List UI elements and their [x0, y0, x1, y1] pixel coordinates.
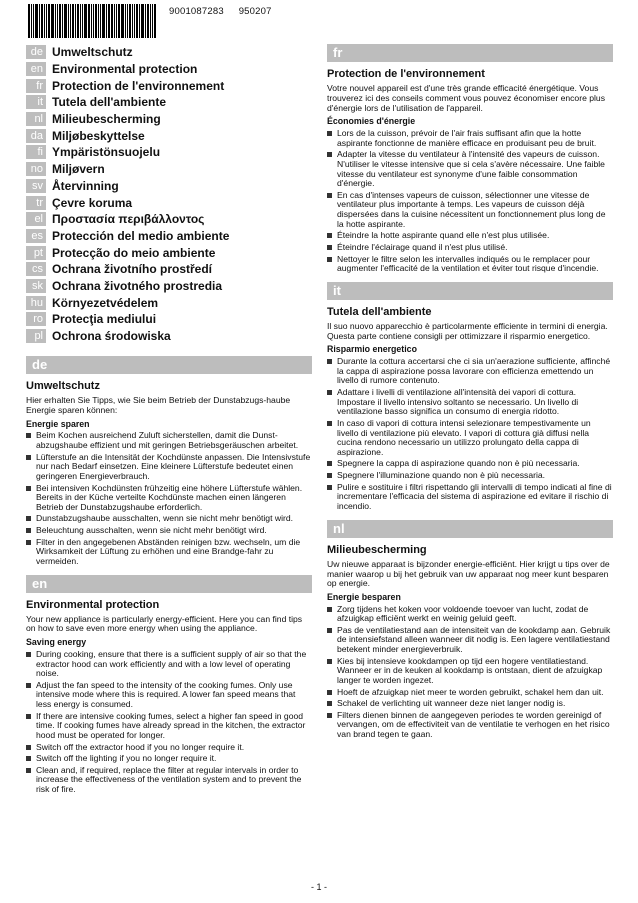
barcode-bar — [72, 4, 74, 38]
date-code: 950207 — [238, 6, 272, 17]
tip-item: Éteindre l'éclairage quand il n'est plus utilisé. — [327, 243, 613, 253]
tips-list — [327, 357, 613, 511]
barcode-bar — [46, 4, 47, 38]
barcode-bar — [80, 4, 81, 38]
barcode-bar — [95, 4, 97, 38]
section-heading: Protection de l'environnement — [327, 68, 485, 80]
barcode-bar — [111, 4, 113, 38]
language-code-badge: en — [26, 62, 46, 76]
language-index-row — [26, 244, 301, 261]
section-language-bar: fr — [327, 44, 613, 62]
part-number: 9001087283 — [169, 6, 224, 17]
language-index-row — [26, 261, 301, 278]
barcode-bar — [62, 4, 63, 38]
barcode-bar — [108, 4, 110, 38]
section-de — [26, 356, 312, 567]
language-section-title: Ympäristönsuojelu — [52, 145, 161, 160]
barcode — [28, 4, 157, 38]
language-index-row — [26, 278, 301, 295]
tip-item: Durante la cottura accertarsi che ci sia un'aerazione sufficiente, affinché la cappa di aspirazione possa lavorare con efficienza emettendo un livello di rumore contenuto. — [327, 357, 613, 386]
tip-item: Schakel de verlichting uit wanneer deze niet langer nodig is. — [327, 699, 613, 709]
section-language-bar: nl — [327, 520, 613, 538]
barcode-bar — [139, 4, 140, 38]
barcode-bar — [75, 4, 76, 38]
barcode-bar — [118, 4, 120, 38]
section-intro: Votre nouvel appareil est d'une très grande efficacité énergétique. Vous trouverez ici des conseils comment vous pouvez économiser encore plus d'énergie lors de l'utilisation de l'appareil. — [327, 83, 605, 113]
language-index-row — [26, 111, 301, 128]
language-section-title: Protection de l'environnement — [52, 78, 225, 93]
section-it — [327, 282, 613, 512]
language-code-badge: no — [26, 162, 46, 176]
section-intro: Hier erhalten Sie Tipps, wie Sie beim Betrieb der Dunstabzugs-haube Energie sparen können: — [26, 395, 291, 415]
barcode-bar — [31, 4, 32, 38]
section-intro: Your new appliance is particularly energy-efficient. Here you can find tips on how to save even more energy when using the appliance. — [26, 613, 303, 634]
barcode-bar — [125, 4, 126, 38]
language-index-row — [26, 94, 301, 111]
barcode-bar — [134, 4, 135, 38]
tip-item: Bei intensiven Kochdünsten frühzeitig eine höhere Lüfterstufe wählen. Bereits in der Küche verteilte Kochdünste machen einen längeren Betrieb der Dunstabzugshaube erforderlich. — [26, 484, 312, 513]
barcode-bar — [121, 4, 124, 38]
language-index-row — [26, 61, 301, 78]
language-index-row — [26, 311, 301, 328]
barcode-bar — [100, 4, 101, 38]
barcode-bar — [84, 4, 87, 38]
language-index-row — [26, 77, 301, 94]
section-language-bar: de — [26, 356, 312, 374]
language-index-row — [26, 144, 301, 161]
language-section-title: Ochrana životného prostredia — [52, 278, 223, 293]
barcode-bar — [55, 4, 56, 38]
section-subheading: Energie sparen — [26, 418, 90, 429]
barcode-bar — [70, 4, 71, 38]
section-heading: Milieubescherming — [327, 543, 427, 556]
barcode-bar — [59, 4, 61, 38]
language-index-row — [26, 127, 301, 144]
barcode-bar — [102, 4, 105, 38]
language-section-title: Protecţia mediului — [52, 312, 157, 327]
language-index-row — [26, 194, 301, 211]
language-code-badge: hu — [26, 296, 46, 310]
language-section-title: Milieubescherming — [52, 112, 161, 127]
barcode-bar — [152, 4, 153, 38]
tip-item: Beim Kochen ausreichend Zuluft sicherstellen, damit die Dunst-abzugshaube effizient und mit geringen Betriebsgeräuschen arbeitet. — [26, 431, 312, 450]
language-code-badge: nl — [26, 112, 46, 126]
section-intro: Il suo nuovo apparecchio è particolarmente efficiente in termini di energia. Questa parte contiene consigli per ottimizzare il risparmio energetico. — [327, 321, 608, 341]
section-nl — [327, 520, 613, 740]
language-code-badge: fr — [26, 79, 46, 93]
barcode-bar — [106, 4, 107, 38]
section-en — [26, 575, 312, 795]
tip-item: In caso di vapori di cottura intensi selezionare tempestivamente un livello di ventilazione più elevato. I vapori di cottura già diffusi nella cucina rendono necessario un utilizzo prolungato della cappa di aspirazione. — [327, 419, 613, 458]
barcode-bar — [145, 4, 146, 38]
barcode-bar — [141, 4, 144, 38]
tip-item: Hoeft de afzuigkap niet meer te worden gebruikt, schakel hem dan uit. — [327, 688, 613, 698]
language-index-row — [26, 328, 301, 345]
section-heading: Umweltschutz — [26, 380, 100, 392]
language-code-badge: de — [26, 45, 46, 59]
tips-list — [327, 605, 613, 740]
tip-item: Clean and, if required, replace the filter at regular intervals in order to increase the effectiveness of the ventilation system and to prevent the risk of fire. — [26, 766, 312, 795]
barcode-bar — [82, 4, 83, 38]
language-section-title: Προστασία περιβάλλοντος — [52, 212, 205, 227]
tip-item: Filter in den angegebenen Abständen reinigen bzw. wechseln, um die Wirksamkeit der Lüftung zu erhöhen und eine Brandge-fahr zu vermeiden. — [26, 538, 312, 567]
tip-item: Switch off the extractor hood if you no longer require it. — [26, 743, 312, 753]
language-code-badge: sk — [26, 279, 46, 293]
tip-item: If there are intensive cooking fumes, select a higher fan speed in good time. If cooking fumes have already spread in the kitchen, the extractor hood must be operated for longer. — [26, 712, 312, 741]
language-code-badge: fi — [26, 145, 46, 159]
barcode-bar — [64, 4, 67, 38]
barcode-bar — [35, 4, 38, 38]
tip-item: Éteindre la hotte aspirante quand elle n'est plus utilisée. — [327, 231, 613, 241]
language-section-title: Tutela dell'ambiente — [52, 95, 166, 110]
tip-item: Spegnere la cappa di aspirazione quando non è più necessaria. — [327, 459, 613, 469]
language-code-badge: ro — [26, 312, 46, 326]
barcode-bar — [88, 4, 90, 38]
tip-item: Pas de ventilatiestand aan de intensiteit van de kookdamp aan. Gebruik de intensiefstand alleen wanneer dit nodig is. Een lagere ventilatiestand betekent minder energieverbruik. — [327, 626, 613, 655]
barcode-bar — [48, 4, 50, 38]
section-heading: Environmental protection — [26, 598, 160, 611]
language-index-row — [26, 228, 301, 245]
section-subheading: Risparmio energetico — [327, 344, 417, 355]
barcode-bar — [44, 4, 45, 38]
barcode-bar — [129, 4, 131, 38]
barcode-bar — [98, 4, 99, 38]
tip-item: Beleuchtung ausschalten, wenn sie nicht mehr benötigt wird. — [26, 526, 312, 536]
barcode-area — [28, 4, 284, 40]
section-language-bar: it — [327, 282, 613, 300]
barcode-bar — [57, 4, 58, 38]
section-subheading: Saving energy — [26, 637, 87, 648]
barcode-bar — [68, 4, 69, 38]
language-section-title: Protecção do meio ambiente — [52, 245, 216, 260]
barcode-bar — [39, 4, 40, 38]
language-section-title: Ochrana životního prostředí — [52, 262, 213, 277]
language-index-row — [26, 161, 301, 178]
language-code-badge: da — [26, 129, 46, 143]
language-index-row — [26, 178, 301, 195]
right-column — [327, 44, 613, 748]
tip-item: Zorg tijdens het koken voor voldoende toevoer van lucht, zodat de afzuigkap efficiënt werkt en weinig geluid geeft. — [327, 605, 613, 624]
left-column — [26, 356, 312, 803]
language-section-title: Protección del medio ambiente — [52, 228, 230, 243]
tips-list — [327, 129, 613, 274]
language-code-badge: sv — [26, 179, 46, 193]
page-number: - 1 - — [310, 882, 327, 892]
language-section-title: Çevre koruma — [52, 195, 133, 210]
document-codes — [169, 6, 284, 17]
tips-list — [26, 431, 312, 566]
tips-list — [26, 650, 312, 795]
language-section-title: Környezetvédelem — [52, 295, 159, 310]
section-heading: Tutela dell'ambiente — [327, 305, 432, 318]
tip-item: Adattare i livelli di ventilazione all'intensità dei vapori di cottura. Impostare il livello intensivo soltanto se necessario. Un livello di ventilazione basso significa un consumo di energia ridotto. — [327, 388, 613, 417]
language-section-title: Environmental protection — [52, 62, 198, 77]
language-index-row — [26, 294, 301, 311]
language-section-title: Ochrona środowiska — [52, 329, 171, 344]
language-code-badge: it — [26, 95, 46, 109]
tip-item: Adapter la vitesse du ventilateur à l'intensité des vapeurs de cuisson. N'utiliser le vitesse intensive que si cela s'avère nécessaire. Une faible vitesse du ventilateur est synonyme d'une faible consommation d'énergie. — [327, 150, 613, 189]
barcode-bar — [116, 4, 117, 38]
language-code-badge: tr — [26, 196, 46, 210]
language-code-badge: pt — [26, 246, 46, 260]
language-index-row — [26, 211, 301, 228]
language-section-title: Miljøvern — [52, 162, 105, 177]
tip-item: En cas d'intenses vapeurs de cuisson, sélectionner une vitesse de ventilateur plus importante à temps. Les vapeurs de cuisson déjà dispersées dans la cuisine nécessitent un fonctionnement plus long de la hotte aspirante. — [327, 191, 613, 230]
tip-item: Nettoyer le filtre selon les intervalles indiqués ou le remplacer pour augmenter l'efficacité de la ventilation et éviter tout risque d'incendie. — [327, 255, 613, 274]
tip-item: Dunstabzugshaube ausschalten, wenn sie nicht mehr benötigt wird. — [26, 514, 312, 524]
barcode-bar — [28, 4, 30, 38]
tip-item: Filters dienen binnen de aangegeven periodes te worden gereinigd of vervangen, om de effectiviteit van de ventilatie te verhogen en het risico van brand tegen te gaan. — [327, 711, 613, 740]
language-section-title: Återvinning — [52, 178, 119, 193]
section-intro: Uw nieuwe apparaat is bijzonder energie-efficiënt. Hier krijgt u tips over de manier waarop u bij het gebruik van uw apparaat nog meer kunt besparen op energie. — [327, 558, 610, 589]
section-subheading: Energie besparen — [327, 591, 401, 602]
barcode-bar — [154, 4, 156, 38]
section-language-bar: en — [26, 575, 312, 593]
tip-item: Kies bij intensieve kookdampen op tijd een hogere ventilatiestand. Wanneer er in de keuken al kookdamp is ontstaan, dient de afzuigkap langer te worden ingezet. — [327, 657, 613, 686]
language-index — [26, 44, 301, 344]
barcode-bar — [127, 4, 128, 38]
language-code-badge: es — [26, 229, 46, 243]
barcode-bar — [91, 4, 92, 38]
barcode-bar — [51, 4, 54, 38]
tip-item: Pulire e sostituire i filtri rispettando gli intervalli di tempo indicati al fine di incrementare l'efficacia del sistema di aspirazione ed evitare il rischio di incendio. — [327, 483, 613, 512]
tip-item: Spegnere l'illuminazione quando non è più necessaria. — [327, 471, 613, 481]
barcode-bar — [77, 4, 79, 38]
barcode-bar — [132, 4, 133, 38]
tip-item: Adjust the fan speed to the intensity of the cooking fumes. Only use intensive mode where this is required. A lower fan speed means that less energy is consumed. — [26, 681, 312, 710]
tip-item: Lüfterstufe an die Intensität der Kochdünste anpassen. Die Intensivstufe nur nach Bedarf einsetzen. Eine kleinere Lüfterstufe bedeutet einen geringeren Energieverbrauch. — [26, 453, 312, 482]
section-subheading: Économies d'énergie — [327, 116, 416, 127]
language-code-badge: el — [26, 212, 46, 226]
barcode-bar — [147, 4, 149, 38]
language-code-badge: cs — [26, 262, 46, 276]
barcode-bar — [114, 4, 115, 38]
language-section-title: Miljøbeskyttelse — [52, 128, 145, 143]
tip-item: During cooking, ensure that there is a sufficient supply of air so that the extractor hood can work efficiently and with a low level of operating noise. — [26, 650, 312, 679]
barcode-bar — [136, 4, 138, 38]
language-section-title: Umweltschutz — [52, 45, 133, 60]
barcode-bar — [150, 4, 151, 38]
language-index-row — [26, 44, 301, 61]
barcode-bar — [41, 4, 43, 38]
language-code-badge: pl — [26, 329, 46, 343]
section-fr — [327, 44, 613, 274]
tip-item: Lors de la cuisson, prévoir de l'air frais suffisant afin que la hotte aspirante fonctionne de manière efficace en produisant peu de bruit. — [327, 129, 613, 148]
tip-item: Switch off the lighting if you no longer require it. — [26, 754, 312, 764]
barcode-bar — [33, 4, 34, 38]
barcode-bar — [93, 4, 94, 38]
